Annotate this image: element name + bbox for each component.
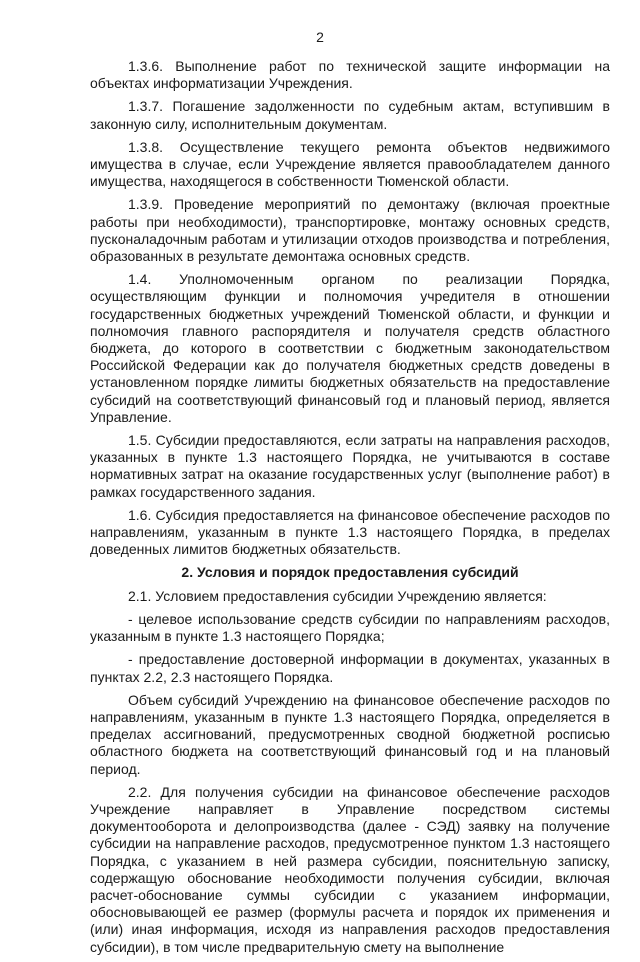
list-item-condition-2: - предоставление достоверной информации в документах, указанных в пунктах 2.2, 2.3 настоящего Порядка. [90,651,610,685]
paragraph-1-3-9: 1.3.9. Проведение мероприятий по демонтажу (включая проектные работы при необходимости), транспортировке, монтажу основных средств, пусконаладочным работам и утилизации отходов производства и потребления, образованных в результате демонтажа основных средств. [90,196,610,265]
page-number: 2 [316,29,324,45]
paragraph-2-2: 2.2. Для получения субсидии на финансовое обеспечение расходов Учреждение направляет в Управление посредством системы документооборота и делопроизводства (далее - СЭД) заявку на получение субсидии на направление расходов, предусмотренное пунктом 1.3 настоящего Порядка, с указанием в ней размера субсидии, пояснительную записку, содержащую обоснование необходимости получения субсидии, включая расчет-обоснование суммы субсидии с указанием информации, обосновывающей ее размер (формулы расчета и порядок их применения и (или) иная информация, исходя из направления расходов предоставления субсидии), в том числе предварительную смету на выполнение [90,783,610,955]
paragraph-2-1: 2.1. Условием предоставления субсидии Учреждению является: [128,587,547,604]
paragraph-subsidy-volume: Объем субсидий Учреждению на финансовое обеспечение расходов по направлениям, указанным в пункте 1.3 настоящего Порядка, определяется в пределах ассигнований, предусмотренных сводной бюджетной росписью областного бюджета на соответствующий финансовый год и на плановый период. [90,691,610,777]
paragraph-1-3-7: 1.3.7. Погашение задолженности по судебным актам, вступившим в законную силу, исполнительным документам. [90,98,610,132]
list-item-condition-1: - целевое использование средств субсидии по направлениям расходов, указанным в пункте 1.3 настоящего Порядка; [90,610,610,645]
document-body [90,58,610,962]
paragraph-1-5: 1.5. Субсидии предоставляются, если затраты на направления расходов, указанных в пункте 1.3 настоящего Порядка, не учитываются в составе нормативных затрат на оказание государственных услуг (выполнение работ) в рамках государственного задания. [90,432,610,500]
paragraph-1-3-6: 1.3.6. Выполнение работ по технической защите информации на объектах информатизации Учреждения. [90,58,610,92]
paragraph-1-3-8: 1.3.8. Осуществление текущего ремонта объектов недвижимого имущества в случае, если Учреждение является правообладателем данного имущества, находящегося в собственности Тюменской области. [90,138,610,190]
paragraph-1-6: 1.6. Субсидия предоставляется на финансовое обеспечение расходов по направлениям, указанным в пункте 1.3 настоящего Порядка, в пределах доведенных лимитов бюджетных обязательств. [90,506,610,558]
paragraph-1-4: 1.4. Уполномоченным органом по реализации Порядка, осуществляющим функции и полномочия учредителя в отношении государственных бюджетных учреждений Тюменской области, и функции и полномочия главного распорядителя и получателя средств областного бюджета, до которого в соответствии с бюджетным законодательством Российской Федерации как до получателя бюджетных средств доведены в установленном порядке лимиты бюджетных обязательств на предоставление субсидий на соответствующий финансовый год и плановый период, является Управление. [90,271,610,425]
section-heading: 2. Условия и порядок предоставления субсидий [181,564,519,581]
